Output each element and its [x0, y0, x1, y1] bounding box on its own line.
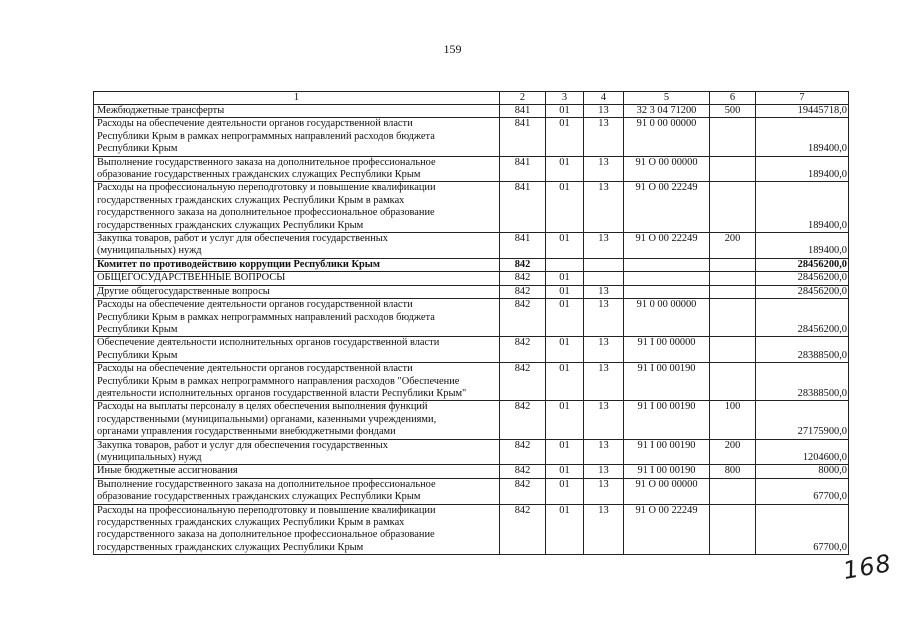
description-line: Выполнение государственного заказа на дополнительное профессиональное — [97, 478, 436, 490]
description-line: Расходы на обеспечение деятельности органов государственной власти — [97, 118, 413, 130]
table-row — [94, 272, 849, 285]
section-code-cell: 01 — [546, 337, 584, 363]
admin-code-cell: 841 — [500, 233, 546, 259]
table-row — [94, 258, 849, 271]
amount-cell: 189400,0 — [756, 156, 849, 182]
table-row — [94, 465, 849, 478]
expense-type-cell — [710, 285, 756, 298]
expense-type-cell — [710, 258, 756, 271]
expense-type-cell — [710, 337, 756, 363]
amount-cell: 28456200,0 — [756, 285, 849, 298]
description-line: Расходы на выплаты персоналу в целях обеспечения выполнения функций — [97, 401, 428, 413]
admin-code-cell: 842 — [500, 258, 546, 271]
target-article-cell: 32 3 04 71200 — [624, 105, 710, 118]
target-article-cell — [624, 285, 710, 298]
row-description — [94, 285, 500, 298]
subsection-code-cell — [584, 258, 624, 271]
expense-type-cell: 100 — [710, 401, 756, 439]
description-line: образование государственных гражданских служащих Республики Крым — [97, 491, 421, 503]
target-article-cell: 91 I 00 00000 — [624, 337, 710, 363]
subsection-code-cell: 13 — [584, 118, 624, 156]
expense-type-cell: 800 — [710, 465, 756, 478]
amount-cell: 67700,0 — [756, 478, 849, 504]
header-row — [94, 92, 849, 105]
amount-cell: 189400,0 — [756, 233, 849, 259]
table-row — [94, 233, 849, 259]
section-code-cell: 01 — [546, 363, 584, 401]
admin-code-cell: 841 — [500, 105, 546, 118]
expense-type-cell — [710, 182, 756, 233]
description-line: Расходы на обеспечение деятельности органов государственной власти — [97, 363, 413, 375]
admin-code-cell: 842 — [500, 401, 546, 439]
expense-type-cell — [710, 299, 756, 337]
description-line: Расходы на профессиональную переподготовку и повышение квалификации — [97, 182, 436, 194]
target-article-cell: 91 О 00 22249 — [624, 182, 710, 233]
amount-cell: 189400,0 — [756, 118, 849, 156]
description-line: Межбюджетные трансферты — [97, 105, 225, 116]
section-code-cell: 01 — [546, 465, 584, 478]
expense-type-cell: 200 — [710, 233, 756, 259]
description-line: Республики Крым в рамках непрограммного направления расходов "Обеспечение — [97, 375, 460, 387]
description-line: Республики Крым — [97, 323, 178, 335]
column-header: 7 — [756, 92, 849, 105]
amount-cell: 1204600,0 — [756, 439, 849, 465]
description-line: государственными (муниципальными) органами, казенными учреждениями, — [97, 413, 437, 425]
description-line: Республики Крым — [97, 143, 178, 155]
subsection-code-cell: 13 — [584, 478, 624, 504]
expense-type-cell — [710, 478, 756, 504]
amount-cell: 28388500,0 — [756, 363, 849, 401]
target-article-cell: 91 0 00 00000 — [624, 118, 710, 156]
expense-type-cell — [710, 156, 756, 182]
description-line: Расходы на обеспечение деятельности органов государственной власти — [97, 299, 413, 311]
description-line: (муниципальных) нужд — [97, 245, 202, 257]
section-code-cell: 01 — [546, 439, 584, 465]
description-line: государственного заказа на дополнительное профессиональное образование — [97, 529, 435, 541]
expense-type-cell — [710, 272, 756, 285]
description-line: ОБЩЕГОСУДАРСТВЕННЫЕ ВОПРОСЫ — [97, 272, 286, 284]
subsection-code-cell: 13 — [584, 105, 624, 118]
description-line: Закупка товаров, работ и услуг для обеспечения государственных — [97, 439, 388, 451]
admin-code-cell: 842 — [500, 363, 546, 401]
description-line: государственных гражданских служащих Республики Крым в рамках — [97, 194, 405, 206]
table-row — [94, 105, 849, 118]
description-line: государственных гражданских служащих Республики Крым — [97, 219, 364, 231]
column-header: 2 — [500, 92, 546, 105]
row-description — [94, 299, 500, 337]
row-description — [94, 504, 500, 555]
section-code-cell: 01 — [546, 233, 584, 259]
description-line: Расходы на профессиональную переподготовку и повышение квалификации — [97, 504, 436, 516]
handwritten-page-note: 168 — [840, 548, 894, 586]
target-article-cell: 91 I 00 00190 — [624, 401, 710, 439]
section-code-cell — [546, 258, 584, 271]
row-description — [94, 105, 500, 118]
description-line: Иные бюджетные ассигнования — [97, 465, 238, 477]
description-line: Республики Крым в рамках непрограммных направлений расходов бюджета — [97, 311, 435, 323]
amount-cell: 19445718,0 — [756, 105, 849, 118]
section-code-cell: 01 — [546, 182, 584, 233]
subsection-code-cell: 13 — [584, 465, 624, 478]
subsection-code-cell: 13 — [584, 299, 624, 337]
section-code-cell: 01 — [546, 105, 584, 118]
column-header: 1 — [94, 92, 500, 105]
target-article-cell: 91 I 00 00190 — [624, 465, 710, 478]
row-description — [94, 465, 500, 478]
row-description — [94, 156, 500, 182]
table-row — [94, 337, 849, 363]
section-code-cell: 01 — [546, 285, 584, 298]
table-row — [94, 156, 849, 182]
description-line: Комитет по противодействию коррупции Республики Крым — [97, 258, 380, 270]
admin-code-cell: 842 — [500, 299, 546, 337]
amount-cell: 67700,0 — [756, 504, 849, 555]
target-article-cell: 91 О 00 00000 — [624, 156, 710, 182]
row-description — [94, 118, 500, 156]
target-article-cell — [624, 258, 710, 271]
section-code-cell: 01 — [546, 478, 584, 504]
amount-cell: 28456200,0 — [756, 258, 849, 271]
admin-code-cell: 841 — [500, 118, 546, 156]
subsection-code-cell: 13 — [584, 439, 624, 465]
subsection-code-cell: 13 — [584, 504, 624, 555]
admin-code-cell: 841 — [500, 156, 546, 182]
table-row — [94, 401, 849, 439]
amount-cell: 8000,0 — [756, 465, 849, 478]
admin-code-cell: 841 — [500, 182, 546, 233]
subsection-code-cell: 13 — [584, 285, 624, 298]
admin-code-cell: 842 — [500, 272, 546, 285]
page-number: 159 — [443, 42, 462, 56]
subsection-code-cell: 13 — [584, 156, 624, 182]
row-description — [94, 272, 500, 285]
expense-type-cell — [710, 118, 756, 156]
column-header: 5 — [624, 92, 710, 105]
target-article-cell — [624, 272, 710, 285]
amount-cell: 28388500,0 — [756, 337, 849, 363]
description-line: государственного заказа на дополнительное профессиональное образование — [97, 207, 435, 219]
table-row — [94, 439, 849, 465]
target-article-cell: 91 О 00 00000 — [624, 478, 710, 504]
description-line: органами управления государственными внебюджетными фондами — [97, 426, 396, 438]
column-header: 6 — [710, 92, 756, 105]
description-line: Обеспечение деятельности исполнительных органов государственной власти — [97, 337, 440, 349]
amount-cell: 27175900,0 — [756, 401, 849, 439]
target-article-cell: 91 I 00 00190 — [624, 439, 710, 465]
subsection-code-cell: 13 — [584, 182, 624, 233]
admin-code-cell: 842 — [500, 478, 546, 504]
section-code-cell: 01 — [546, 156, 584, 182]
table-row — [94, 299, 849, 337]
section-code-cell: 01 — [546, 504, 584, 555]
row-description — [94, 401, 500, 439]
amount-cell: 189400,0 — [756, 182, 849, 233]
column-header: 4 — [584, 92, 624, 105]
description-line: Выполнение государственного заказа на дополнительное профессиональное — [97, 156, 436, 168]
section-code-cell: 01 — [546, 299, 584, 337]
row-description — [94, 478, 500, 504]
description-line: государственных гражданских служащих Республики Крым в рамках — [97, 517, 405, 528]
table-row — [94, 478, 849, 504]
description-line: деятельности исполнительных органов государственной власти Республики Крым" — [97, 387, 467, 399]
table-row — [94, 182, 849, 233]
description-line: Закупка товаров, работ и услуг для обеспечения государственных — [97, 233, 388, 245]
section-code-cell: 01 — [546, 272, 584, 285]
description-line: Другие общегосударственные вопросы — [97, 285, 270, 297]
section-code-cell: 01 — [546, 401, 584, 439]
amount-cell: 28456200,0 — [756, 272, 849, 285]
description-line: Республики Крым — [97, 349, 178, 361]
table-row — [94, 118, 849, 156]
budget-table — [93, 91, 849, 555]
subsection-code-cell: 13 — [584, 337, 624, 363]
admin-code-cell: 842 — [500, 439, 546, 465]
admin-code-cell: 842 — [500, 337, 546, 363]
amount-cell: 28456200,0 — [756, 299, 849, 337]
target-article-cell: 91 0 00 00000 — [624, 299, 710, 337]
section-code-cell: 01 — [546, 118, 584, 156]
subsection-code-cell — [584, 272, 624, 285]
row-description — [94, 258, 500, 271]
expense-type-cell — [710, 504, 756, 555]
subsection-code-cell: 13 — [584, 401, 624, 439]
row-description — [94, 337, 500, 363]
target-article-cell: 91 О 00 22249 — [624, 233, 710, 259]
row-description — [94, 233, 500, 259]
table-row — [94, 504, 849, 555]
column-header: 3 — [546, 92, 584, 105]
expense-type-cell — [710, 363, 756, 401]
expense-type-cell: 200 — [710, 439, 756, 465]
description-line: образование государственных гражданских служащих Республики Крым — [97, 169, 421, 181]
description-line: государственных гражданских служащих Республики Крым — [97, 541, 364, 553]
row-description — [94, 439, 500, 465]
expense-type-cell: 500 — [710, 105, 756, 118]
subsection-code-cell: 13 — [584, 233, 624, 259]
admin-code-cell: 842 — [500, 465, 546, 478]
admin-code-cell: 842 — [500, 285, 546, 298]
row-description — [94, 363, 500, 401]
description-line: (муниципальных) нужд — [97, 451, 202, 463]
target-article-cell: 91 I 00 00190 — [624, 363, 710, 401]
target-article-cell: 91 О 00 22249 — [624, 504, 710, 555]
table-row — [94, 285, 849, 298]
description-line: Республики Крым в рамках непрограммных направлений расходов бюджета — [97, 130, 435, 142]
admin-code-cell: 842 — [500, 504, 546, 555]
row-description — [94, 182, 500, 233]
table-row — [94, 363, 849, 401]
subsection-code-cell: 13 — [584, 363, 624, 401]
